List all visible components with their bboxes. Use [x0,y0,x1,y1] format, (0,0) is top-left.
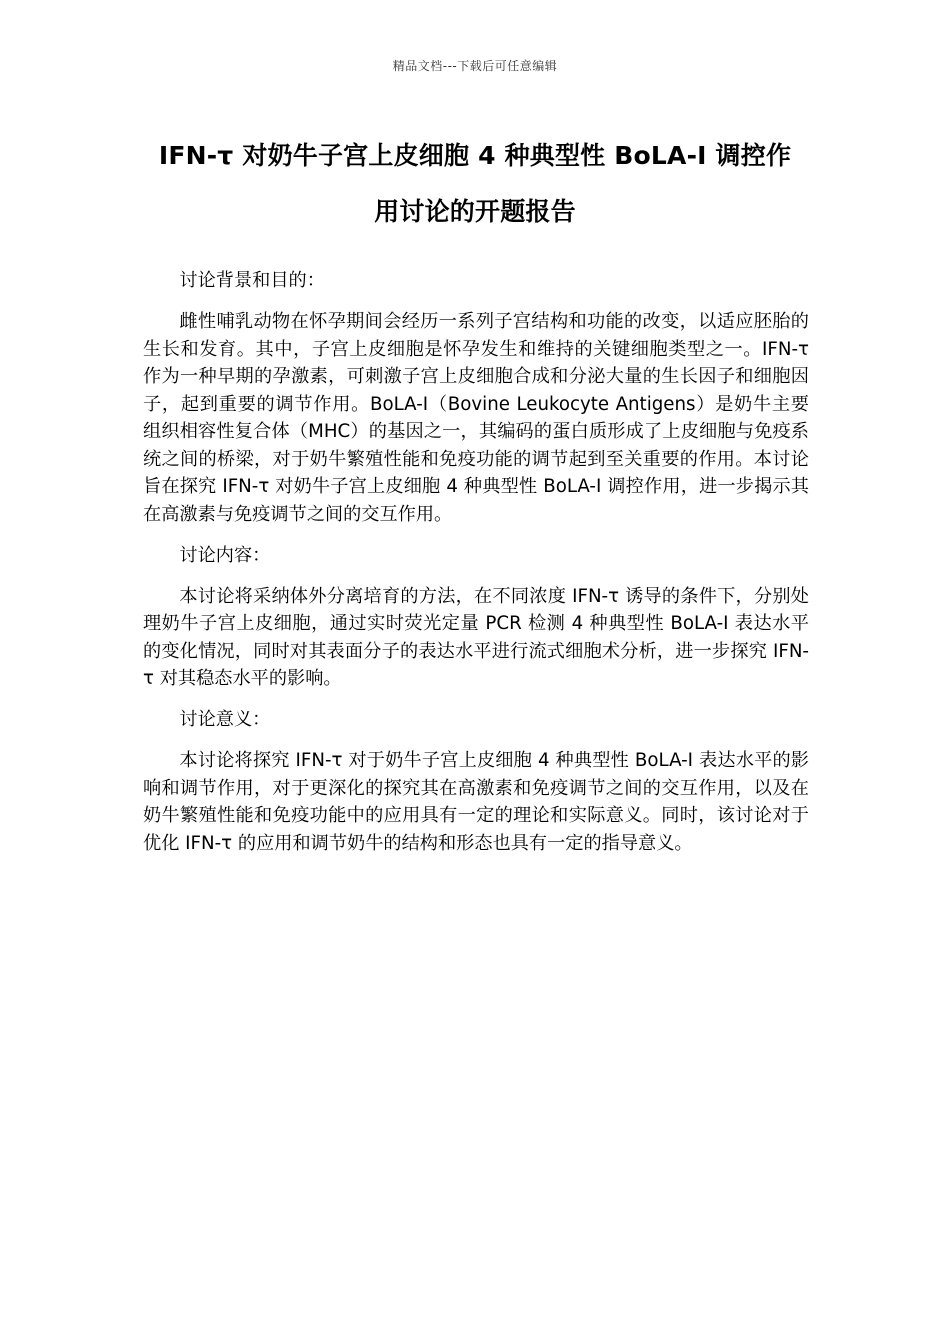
title-line-2: 用讨论的开题报告 [374,197,576,226]
document-title [143,128,807,240]
header-note: 精品文档---下载后可任意编辑 [392,59,558,73]
title-line-1: IFN-τ 对奶牛子宫上皮细胞 4 种典型性 BoLA-I 调控作 [158,141,792,170]
paragraph-significance: 本讨论将探究 IFN-τ 对于奶牛子宫上皮细胞 4 种典型性 BoLA-I 表达水平的影响和调节作用，对于更深化的探究其在高激素和免疫调节之间的交互作用，以及在奶牛繁殖性能和免疫功能中的应用具有一定的理论和实际意义。同时，该讨论对于优化 IFN-τ 的应用和调节奶牛的结构和形态也具有一定的指导意义。 [143,750,809,854]
section-heading-background: 讨论背景和目的： [179,270,325,291]
document-body [143,267,809,871]
paragraph-background: 雌性哺乳动物在怀孕期间会经历一系列子宫结构和功能的改变，以适应胚胎的生长和发育。其中，子宫上皮细胞是怀孕发生和维持的关键细胞类型之一。IFN-τ 作为一种早期的孕激素，可刺激子宫上皮细胞合成和分泌大量的生长因子和细胞因子，起到重要的调节作用。BoLA-I（Bovine Leukocyte Antigens）是奶牛主要组织相容性复合体（MHC）的基因之一，其编码的蛋白质形成了上皮细胞与免疫系统之间的桥梁，对于奶牛繁殖性能和免疫功能的调节起到至关重要的作用。本讨论旨在探究 IFN-τ 对奶牛子宫上皮细胞 4 种典型性 BoLA-I 调控作用，进一步揭示其在高激素与免疫调节之间的交互作用。 [143,311,809,525]
paragraph-content: 本讨论将采纳体外分离培育的方法，在不同浓度 IFN-τ 诱导的条件下，分别处理奶牛子宫上皮细胞，通过实时荧光定量 PCR 检测 4 种典型性 BoLA-I 表达水平的变化情况，同时对其表面分子的表达水平进行流式细胞术分析，进一步探究 IFN-τ 对其稳态水平的影响。 [143,585,809,689]
section-heading-content: 讨论内容： [179,544,271,566]
section-heading-significance: 讨论意义： [179,709,271,730]
